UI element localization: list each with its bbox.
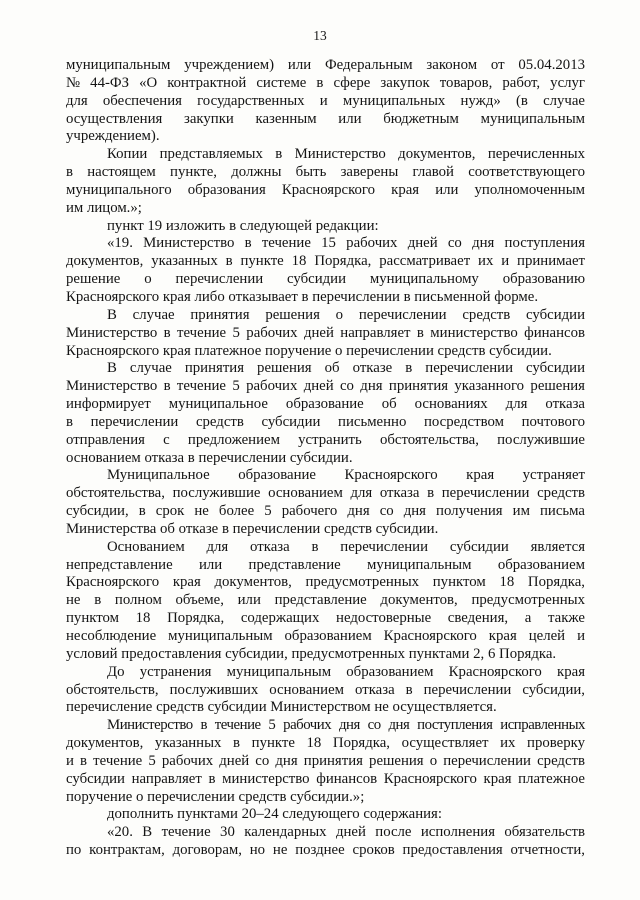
text-line: пункт 19 изложить в следующей редакции: — [107, 217, 379, 234]
text-line: «19. Министерство в течение 15 рабочих дней со дня поступления — [107, 235, 585, 252]
text-line: Основанием для отказа в перечислении субсидии является — [107, 538, 585, 555]
text-line: Министерство в течение 5 рабочих дня со дня поступления исправленных — [107, 717, 585, 734]
text-line: Министерство в течение 5 рабочих дней направляет в министерство финансов — [66, 324, 585, 341]
text-line: Министерства об отказе в перечислении средств субсидии. — [66, 520, 439, 537]
text-line: в перечислении средств субсидии письменно посредством почтового — [66, 413, 585, 430]
text-line: До устранения муниципальным образованием Красноярского края — [107, 663, 585, 680]
text-line: субсидии, в срок не более 5 рабочего дня со дня получения им письма — [66, 503, 585, 520]
text-line: № 44-ФЗ «О контрактной системе в сфере закупок товаров, работ, услуг — [66, 74, 585, 91]
text-line: условий предоставления субсидии, предусмотренных пунктами 2, 6 Порядка. — [66, 645, 557, 662]
text-line: субсидии направляет в министерство финансов Красноярского края платежное — [66, 770, 585, 787]
text-line: Муниципальное образование Красноярского края устраняет — [107, 467, 585, 484]
text-line: осуществления закупки казенным или бюджетным муниципальным — [66, 110, 585, 127]
text-line: в настоящем пункте, должны быть заверены главой соответствующего — [66, 164, 585, 181]
text-line: дополнить пунктами 20–24 следующего содержания: — [107, 806, 442, 823]
text-line: документов, указанных в пункте 18 Порядка, осуществляет их проверку — [66, 735, 585, 752]
text-line: Копии представляемых в Министерство документов, перечисленных — [107, 146, 585, 163]
document-body — [66, 57, 585, 860]
text-line: для обеспечения государственных и муниципальных нужд» (в случае — [66, 92, 585, 109]
text-line: основанием отказа в перечислении субсидии. — [66, 449, 353, 466]
text-line: перечисление средств субсидии Министерством не осуществляется. — [66, 699, 497, 716]
text-line: Красноярского края документов, предусмотренных пунктом 18 Порядка, — [66, 574, 585, 591]
text-line: информирует муниципальное образование об основаниях для отказа — [66, 396, 585, 413]
text-line: учреждением). — [66, 128, 160, 145]
text-line: несоблюдение муниципальным образованием Красноярского края целей и — [66, 628, 585, 644]
text-line: по контрактам, договорам, но не позднее сроков предоставления отчетности, — [66, 842, 585, 859]
text-line: не в полном объеме, или представление документов, предусмотренных — [66, 592, 585, 609]
text-line: В случае принятия решения о перечислении средств субсидии — [107, 306, 585, 323]
text-line: Красноярского края либо отказывает в перечислении в письменной форме. — [66, 288, 539, 305]
text-line: «20. В течение 30 календарных дней после исполнения обязательств — [107, 824, 585, 841]
text-line: обстоятельства, послужившие основанием для отказа в перечислении средств — [66, 485, 585, 502]
text-line: отправления с предложением устранить обстоятельства, послужившие — [66, 431, 585, 448]
text-line: им лицом.»; — [66, 199, 142, 216]
text-line: документов, указанных в пункте 18 Порядка, рассматривает их и принимает — [66, 253, 585, 270]
text-line: Красноярского края платежное поручение о перечислении средств субсидии. — [66, 342, 552, 359]
text-line: поручение о перечислении средств субсидии.»; — [66, 788, 365, 805]
text-line: непредставление или представление муниципальным образованием — [66, 556, 585, 573]
text-line: В случае принятия решения об отказе в перечислении субсидии — [107, 360, 585, 377]
page-number: 13 — [313, 28, 327, 43]
text-line: решение о перечислении субсидии муниципальному образованию — [66, 271, 585, 288]
text-line: обстоятельств, послуживших основанием отказа в перечислении субсидии, — [66, 681, 585, 698]
text-line: муниципального образования Красноярского края или уполномоченным — [66, 181, 585, 198]
text-line: и в течение 5 рабочих дней со дня принятия решения о перечислении средств — [66, 752, 585, 769]
text-line: Министерство в течение 5 рабочих дней со дня принятия указанного решения — [66, 378, 585, 395]
text-line: муниципальным учреждением) или Федеральным законом от 05.04.2013 — [66, 57, 585, 73]
text-line: пунктом 18 Порядка, содержащих недостоверные сведения, а также — [66, 610, 585, 627]
